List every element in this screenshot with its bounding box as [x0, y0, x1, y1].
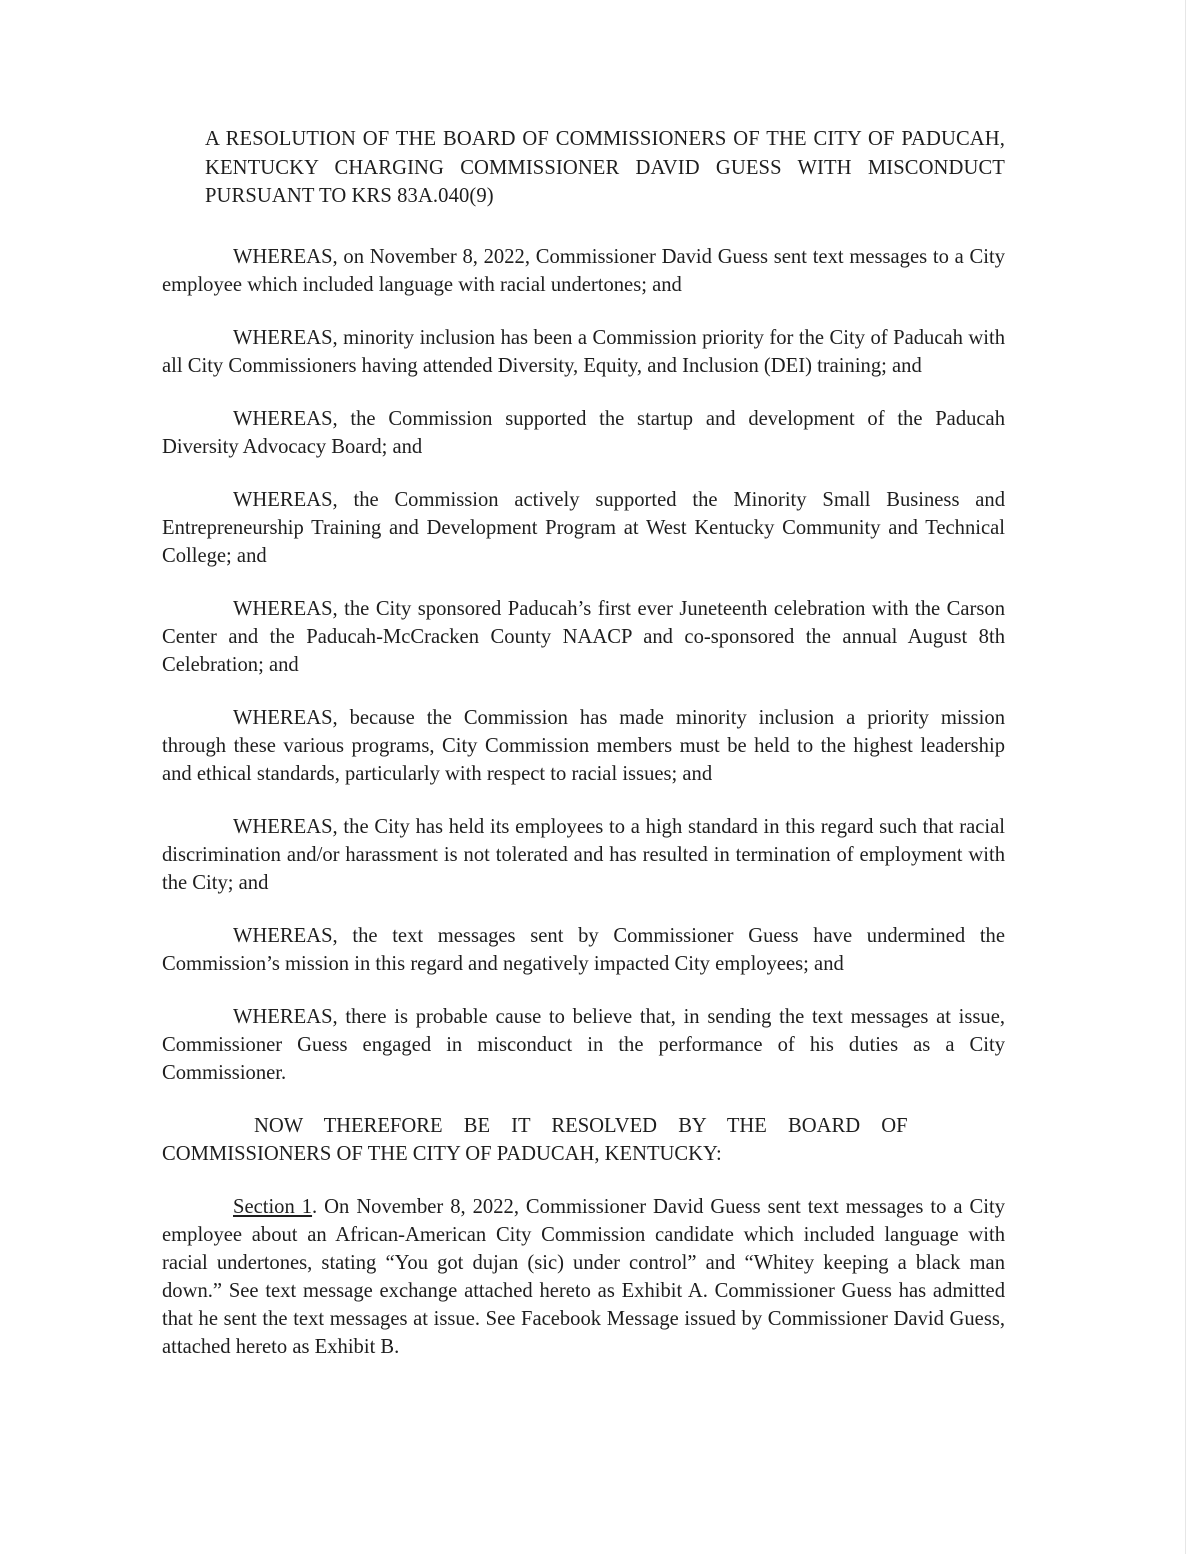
whereas-clause-4: WHEREAS, the Commission actively supported the Minority Small Business and Entrepreneurship Training and Development Program at West Kentucky Community and Technical College; and [162, 488, 1005, 567]
section-1-label: Section 1 [233, 1195, 313, 1218]
page-edge-line [1185, 0, 1186, 1554]
resolution-title: A RESOLUTION OF THE BOARD OF COMMISSIONERS OF THE CITY OF PADUCAH, KENTUCKY CHARGING COMMISSIONER DAVID GUESS WITH MISCONDUCT PURSUANT TO KRS 83A.040(9) [205, 128, 1005, 207]
whereas-clause-7: WHEREAS, the City has held its employees to a high standard in this regard such that racial discrimination and/or harassment is not tolerated and has resulted in termination of employment with the City; and [162, 815, 1005, 894]
whereas-clause-2: WHEREAS, minority inclusion has been a Commission priority for the City of Paducah with all City Commissioners having attended Diversity, Equity, and Inclusion (DEI) training; and [162, 326, 1005, 377]
whereas-clause-3: WHEREAS, the Commission supported the startup and development of the Paducah Diversity Advocacy Board; and [162, 407, 1005, 458]
whereas-clause-8: WHEREAS, the text messages sent by Commissioner Guess have undermined the Commission’s mission in this regard and negatively impacted City employees; and [162, 924, 1005, 975]
whereas-clause-5: WHEREAS, the City sponsored Paducah’s first ever Juneteenth celebration with the Carson Center and the Paducah-McCracken County NAACP and co-sponsored the annual August 8th Celebration; and [162, 597, 1005, 676]
whereas-clause-9: WHEREAS, there is probable cause to believe that, in sending the text messages at issue, Commissioner Guess engaged in misconduct in the performance of his duties as a City Commissioner. [162, 1005, 1005, 1084]
whereas-clause-1: WHEREAS, on November 8, 2022, Commissioner David Guess sent text messages to a City employee which included language with racial undertones; and [162, 245, 1005, 296]
section-1-paragraph [162, 1193, 1005, 1361]
section-1-text: . On November 8, 2022, Commissioner David Guess sent text messages to a City employee about an African-American City Commission candidate which included language with racial undertones, stating “You got dujan (sic) under control” and “Whitey keeping a black man down.” See text message exchange attached hereto as Exhibit A. Commissioner Guess has admitted that he sent the text messages at issue. See Facebook Message issued by Commissioner David Guess, attached hereto as Exhibit B. [162, 1195, 1005, 1358]
resolved-heading-line-1: NOW THEREFORE BE IT RESOLVED BY THE BOARD OF [254, 1114, 908, 1137]
document-body [162, 125, 1005, 1361]
resolved-heading-line-2: COMMISSIONERS OF THE CITY OF PADUCAH, KENTUCKY: [162, 1142, 722, 1165]
whereas-clause-6: WHEREAS, because the Commission has made minority inclusion a priority mission through these various programs, City Commission members must be held to the highest leadership and ethical standards, particularly with respect to racial issues; and [162, 706, 1005, 785]
